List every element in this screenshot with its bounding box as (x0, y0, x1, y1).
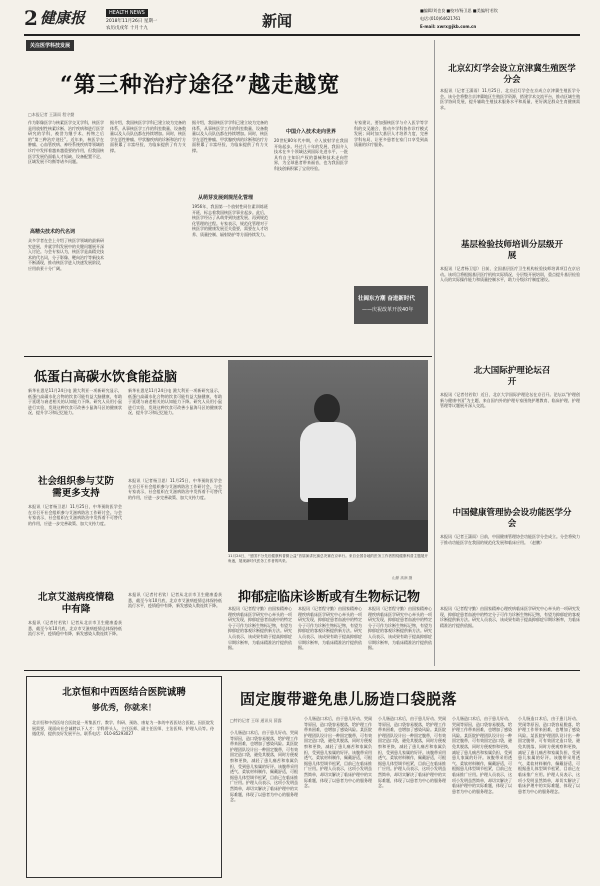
mid-text-4b: 本报讯（记者程守勤）由国家精神心理疾病临床医学研究中心牵头的一项研究发现，抑郁症患者血液中的特定分子可作为诊断生物标记物，有望为抑郁症的客观诊断提供新方法。研究人员表示，该成果有助于提高抑郁症早期诊断率，为临床精准治疗提供依据。 (298, 606, 362, 651)
bottom-text-5: 小儿肠造口术后，由于患儿好动、哭闹等原因，造口袋容易脱落，给护理工作带来困难，也增加了感染风险。某医院护理团队设计出一种固定腹带，可有效固定造口袋，避免其脱落，同时方便观察和更换，减轻了患儿痛苦和家属负担，受到患儿家属的好评。该腹带采用透气、柔软材料制作，佩戴舒适，可根据患儿体型调节松紧，目前已在临床推广应用。护理人员表示，这项小发明虽然简单，却切实解决了临床护理中的实际难题，体现了以患者为中心的服务理念。 (518, 716, 580, 794)
section-title: 新闻 (262, 12, 293, 30)
mid-text-2a: 本报讯（记者杨卫思）11月25日，中华预防医学会在京召开社会组织参与艾滋病防治工作研讨会。与会专家表示，社会组织在艾滋病防治中发挥着不可替代的作用，应进一步完善政策、加大支持力度。 (28, 504, 122, 526)
ad-text: 北京恒和中西医结合医院是一所集医疗、教学、科研、预防、康复为一体的中西医结合医院。因医院发展需要，现面向社会诚聘以下人才：学科带头人、主任医师、副主任医师、主治医师、护理人员等。待遇优厚，提供良好发展平台。联系电话：010-85293027 (32, 720, 214, 737)
brand-en: HEALTH NEWS (106, 9, 148, 17)
feature-photo (228, 360, 428, 552)
photo-figure-head (314, 394, 340, 424)
mid-text-3a: 本报讯（记者付若钦）记者从北京市卫生健康委获悉，截至今年10月底，北京市艾滋病疫情总体保持低流行水平，疫情稳中有降，新发感染人数连续下降。 (28, 620, 122, 637)
photo-stage-light (228, 520, 428, 552)
lead-subhead-1: 高精尖技术的代名词 (30, 229, 76, 235)
editors: ■编辑/刘也良 ■校对/杨卫思 ■美编/付若钦 (420, 8, 498, 13)
lead-headline: “第三种治疗途径”越走越宽 (60, 72, 341, 98)
lead-col-5: 20世纪80年代中期，介入放射学在我国开始起步。经过几十年的发展，我国介入技术在多个领域达到国际先进水平，一批具有自主知识产权的器械和技术走向世界，为全球患者带来福音，也为我国医学科技创新积累了宝贵经验。 (274, 138, 348, 171)
right-col-divider (434, 40, 435, 666)
mid-text-4a: 本报讯（记者程守勤）由国家精神心理疾病临床医学研究中心牵头的一项研究发现，抑郁症患者血液中的特定分子可作为诊断生物标记物，有望为抑郁症的客观诊断提供新方法。研究人员表示，该成果有助于提高抑郁症早期诊断率，为临床精准治疗提供依据。 (228, 606, 292, 651)
mid-headline-3: 北京艾滋病疫情稳中有降 (37, 592, 114, 615)
bottom-byline: □特约记者 王琛 通讯员 薛露 (230, 718, 282, 723)
telephone: 电话:(010)64621761 (420, 16, 461, 21)
right-headline-2: 基层检验技师培训分层级开展 (460, 240, 563, 261)
mid-text-3b: 本报讯（记者付若钦）记者从北京市卫生健康委获悉，截至今年10月底，北京市艾滋病疫情总体保持低流行水平，疫情稳中有降，新发感染人数连续下降。 (128, 592, 222, 609)
lead-subhead-3: 中国介入技术走向世界 (286, 129, 337, 135)
lead-byline: □本报记者 王潇雨 程守勤 (28, 112, 75, 117)
lead-col-4a: 据介绍，我国核医学学科已建立较为完备的体系，从事核医学工作的科室数量、设备数量以及人员队伍都在持续增加。同时，核医学在恶性肿瘤、甲状腺疾病的诊断和治疗方面积累了丰富经验，为临床提供了有力支撑。 (192, 120, 268, 153)
bottom-text-1: 小儿肠造口术后，由于患儿好动、哭闹等原因，造口袋容易脱落，给护理工作带来困难，也增加了感染风险。某医院护理团队设计出一种固定腹带，可有效固定造口袋，避免其脱落，同时方便观察和更换，减轻了患儿痛苦和家属负担，受到患儿家属的好评。该腹带采用透气、柔软材料制作，佩戴舒适，可根据患儿体型调节松紧，目前已在临床推广应用。护理人员表示，这项小发明虽然简单，却切实解决了临床护理中的实际难题，体现了以患者为中心的服务理念。 (230, 730, 298, 803)
lead-col-4b: 1956年，我国第一个放射性同位素训练班开班，标志着我国核医学事业起步。此后，核医学经历了从萌芽到快速发展、再到规范化管理的过程。专家表示，规范化管理对于核医学的健康发展至关重要，需要在人才培养、质量控制、辐射防护等方面持续发力。 (192, 204, 268, 237)
lead-col-3: 据介绍，我国核医学学科已建立较为完备的体系，从事核医学工作的科室数量、设备数量以及人员队伍都在持续增加。同时，核医学在恶性肿瘤、甲状腺疾病的诊断和治疗方面积累了丰富经验，为临床提供了有力支撑。 (110, 120, 186, 153)
right-headline-3: 北大国际护理论坛召开 (473, 366, 551, 387)
lead-col-6a: 专家建议，要加强核医学与介入医学等学科的交叉融合，推动多学科协作诊疗模式发展；同时加大基层人才培养力度，完善学科布局，让更多患者在家门口享受到高质量的诊疗服务。 (354, 120, 428, 148)
photo-credit: 山厦 高润 摄 (392, 576, 413, 580)
mid-text-4c: 本报讯（记者程守勤）由国家精神心理疾病临床医学研究中心牵头的一项研究发现，抑郁症患者血液中的特定分子可作为诊断生物标记物，有望为抑郁症的客观诊断提供新方法。研究人员表示，该成果有助于提高抑郁症早期诊断率，为临床精准治疗提供依据。 (368, 606, 432, 651)
right-text-3: 本报讯（记者付若钦）近日，北京大学国际护理论坛在京召开。论坛以“护理创新与健康中国”为主题，来自国内外的护理专家围绕护理教育、临床护理、护理管理等议题展开深入交流。 (440, 392, 580, 409)
bottom-text-4: 小儿肠造口术后，由于患儿好动、哭闹等原因，造口袋容易脱落，给护理工作带来困难，也增加了感染风险。某医院护理团队设计出一种固定腹带，可有效固定造口袋，避免其脱落，同时方便观察和更换，减轻了患儿痛苦和家属负担，受到患儿家属的好评。该腹带采用透气、柔软材料制作，佩戴舒适，可根据患儿体型调节松紧，目前已在临床推广应用。护理人员表示，这项小发明虽然简单，却切实解决了临床护理中的实际难题，体现了以患者为中心的服务理念。 (452, 716, 512, 794)
right-text-4: 本报讯（记者王潇雨）日前，中国健康管理协会功能医学分会成立。分会将致力于推动功能医学在我国的规范化发展和临床应用。（赵鹏） (440, 534, 580, 545)
mid-text-2b: 本报讯（记者杨卫思）11月25日，中华预防医学会在京召开社会组织参与艾滋病防治工作研讨会。与会专家表示，社会组织在艾滋病防治中发挥着不可替代的作用，应进一步完善政策、加大支持力度。 (128, 478, 222, 500)
brand-logo: 健康报 (40, 9, 86, 27)
lead-col-1: 作为影像医学与核素医学交叉学科，核医学是用放射性核素诊断、治疗疾病和进行医学研究的学科，被誉为继手术、药物之后的“第三种治疗途径”。近年来，核医学在肿瘤、心血管疾病、神经系统疾病等领域的诊疗中发挥着越来越重要的作用，但我国核医学发展仍面临人才短缺、设备配置不足、区域发展不均衡等诸多问题。 (28, 120, 104, 165)
page-number: 2 (24, 6, 38, 30)
masthead (24, 6, 580, 34)
bottom-text-3: 小儿肠造口术后，由于患儿好动、哭闹等原因，造口袋容易脱落，给护理工作带来困难，也增加了感染风险。某医院护理团队设计出一种固定腹带，可有效固定造口袋，避免其脱落，同时方便观察和更换，减轻了患儿痛苦和家属负担，受到患儿家属的好评。该腹带采用透气、柔软材料制作，佩戴舒适，可根据患儿体型调节松紧，目前已在临床推广应用。护理人员表示，这项小发明虽然简单，却切实解决了临床护理中的实际难题，体现了以患者为中心的服务理念。 (378, 716, 446, 789)
bottom-headline: 固定腹带避免患儿肠造口袋脱落 (240, 690, 458, 708)
photo-caption-line-1: 壮阔东方潮 奋进新时代 (358, 296, 415, 302)
masthead-rule (24, 34, 580, 36)
photo-caption-line-2: ——庆祝改革开放40年 (362, 307, 414, 313)
mid-text-4d: 本报讯（记者程守勤）由国家精神心理疾病临床医学研究中心牵头的一项研究发现，抑郁症患者血液中的特定分子可作为诊断生物标记物，有望为抑郁症的客观诊断提供新方法。研究人员表示，该成果有助于提高抑郁症早期诊断率，为临床精准治疗提供依据。 (440, 606, 580, 628)
right-headline-1: 北京幻灯学会设立京津冀生殖医学分会 (448, 64, 576, 85)
mid-headline-2: 社会组织参与艾防需更多支持 (37, 476, 114, 499)
bottom-section-rule (24, 670, 580, 671)
photo-caption-box (354, 286, 428, 324)
mid-text-1a: 新华社悉尼11月24日电 澳大利亚一项新研究显示，低蛋白高碳水化合物的饮食可能有益大脑健康，有助于延缓与衰老相关的认知能力下降。研究人员用小鼠进行实验，发现这种饮食可改善小鼠海马区的健康状况，提升学习和记忆能力。 (28, 388, 122, 416)
mid-headline-4: 抑郁症临床诊断或有生物标记物 (238, 590, 421, 605)
lead-col-2: 众多学者在会上介绍了核医学领域的最新研究进展，并就学科发展中的关键问题展开深入讨论。与会专家认为，核医学是高精尖技术的代名词，分子影像、靶向治疗等新技术不断涌现，推动核医学进入快速发展阶段，应用前景十分广阔。 (28, 238, 104, 271)
bottom-text-2: 小儿肠造口术后，由于患儿好动、哭闹等原因，造口袋容易脱落，给护理工作带来困难，也增加了感染风险。某医院护理团队设计出一种固定腹带，可有效固定造口袋，避免其脱落，同时方便观察和更换，减轻了患儿痛苦和家属负担，受到患儿家属的好评。该腹带采用透气、柔软材料制作，佩戴舒适，可根据患儿体型调节松紧，目前已在临床推广应用。护理人员表示，这项小发明虽然简单，却切实解决了临床护理中的实际难题，体现了以患者为中心的服务理念。 (304, 716, 372, 789)
right-text-1: 本报讯（记者王潇雨）11月25日，北京幻灯学会在京成立京津冀生殖医学分会。该分会将整合京津冀地区生殖医学资源，搭建学术交流平台，推动区域生殖医学协同发展，提升辅助生殖技术服务水平和质量，更好满足群众生育健康需求。 (440, 88, 580, 110)
email: E-mail: xwrx@jkb.com.cn (420, 24, 477, 29)
lead-subhead-2: 从萌芽发展到规范化管理 (198, 195, 254, 201)
lead-kicker: 关注医学科技发展 (26, 40, 74, 51)
right-text-2: 本报讯（记者杨卫思）日前，全国基层医疗卫生机构检验技师培训项目在京启动。该项目将根据基层医疗机构实际情况，分层级开展培训，重点提升基层检验人员的实际操作能力和质量控制水平，助力分级诊疗制度建设。 (440, 266, 580, 283)
lunar-date: 农历戊戌年 十月十九 (106, 26, 148, 31)
right-headline-4: 中国健康管理协会设功能医学分会 (452, 508, 572, 529)
issue-date: 2018年11月26日 星期一 (106, 19, 158, 24)
ad-subhead: 够优秀，你就来！ (92, 702, 156, 712)
feature-photo-caption: 11月24日，“爱国不分先后健康科普微公益”首届演讲比赛总决赛在京举行。来自全国各地的医务工作者围绕健康科普主题展开角逐，展现新时代医务工作者的风采。 (228, 554, 428, 563)
ad-headline: 北京恒和中西医结合医院诚聘 (62, 687, 186, 698)
lead-bottom-rule (24, 356, 432, 357)
mid-text-1b: 新华社悉尼11月24日电 澳大利亚一项新研究显示，低蛋白高碳水化合物的饮食可能有益大脑健康，有助于延缓与衰老相关的认知能力下降。研究人员用小鼠进行实验，发现这种饮食可改善小鼠海马区的健康状况，提升学习和记忆能力。 (128, 388, 222, 416)
mid-headline-1: 低蛋白高碳水饮食能益脑 (34, 370, 178, 385)
photo-figure-body (300, 422, 356, 502)
